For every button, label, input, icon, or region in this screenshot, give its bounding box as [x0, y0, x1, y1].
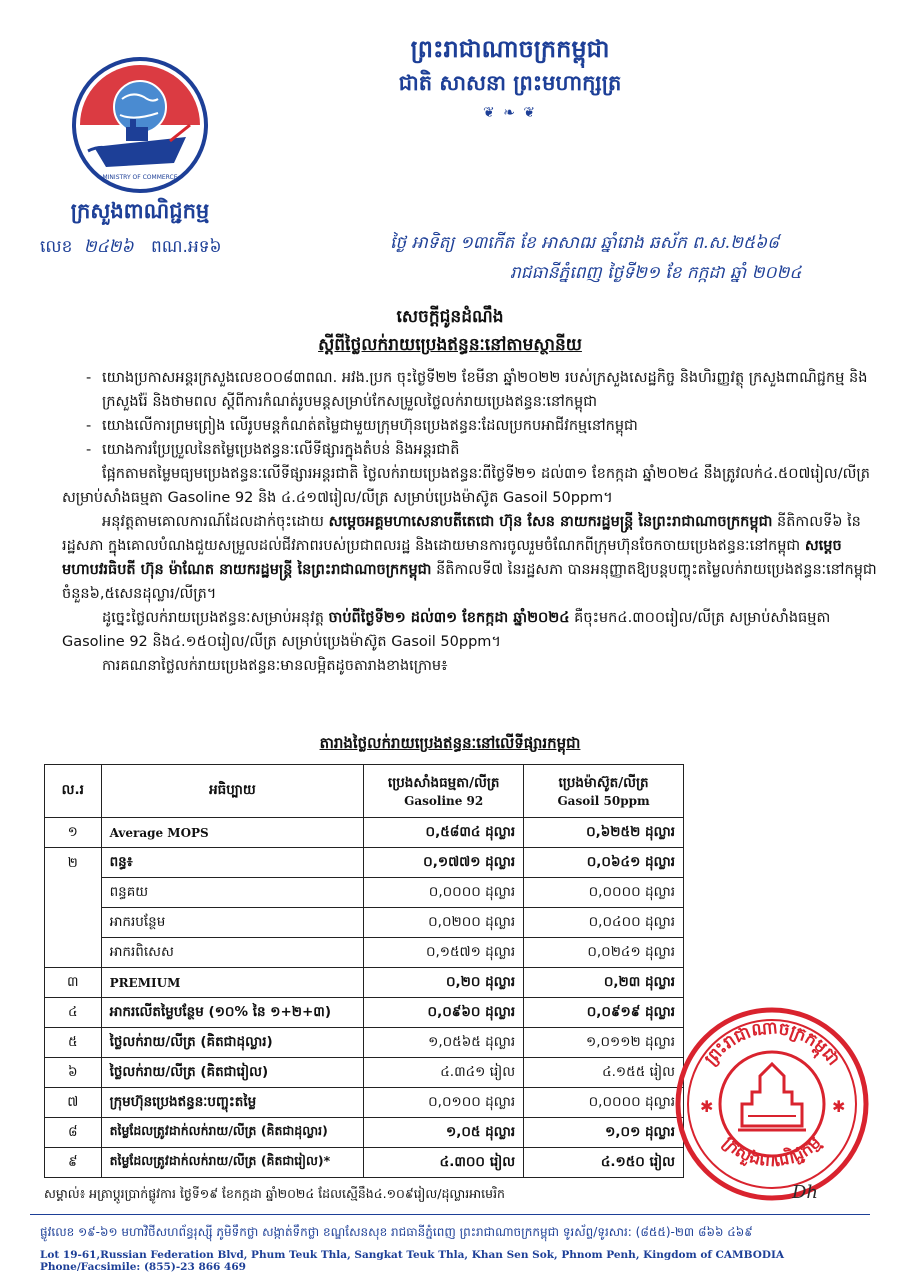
- row-gasoline: ០,០២០០ ដុល្លារ: [364, 908, 524, 938]
- row-diesel: ៤.១៥០ រៀល: [524, 1148, 684, 1178]
- row-desc: Average MOPS: [101, 818, 364, 848]
- header-no: ល.រ: [45, 765, 102, 818]
- document-title: សេចក្តីជូនដំណឹង: [396, 307, 504, 327]
- ref-label: លេខ: [40, 237, 73, 257]
- table-row: [45, 908, 684, 938]
- p2-text: អនុវត្តតាមគោលការណ៍ដែលដាក់ចុះដោយ: [102, 514, 324, 530]
- reference-number: [40, 236, 222, 261]
- p2-text: នីតិកាលទី៦ នៃរដ្ឋសភា ក្នុងគោលបំណងជួយសម្រួលដល់ជីវភាពរបស់ប្រជាពលរដ្ឋ និងដោយមានការចូលរួមចំណែកពីក្រុមហ៊ុនចែកចាយប្រេងឥន្ធនៈនៅកម្ពុជា: [62, 514, 861, 554]
- row-gasoline: ០,៥៨៣៤ ដុល្លារ: [364, 818, 524, 848]
- table-row: [45, 998, 684, 1028]
- reference-bullet: - យោងការប្រែប្រួលនៃតម្លៃប្រេងឥន្ធនៈលើទីផ្សារក្នុងតំបន់ និងអន្តរជាតិ: [86, 442, 460, 458]
- ornament-divider: ❦ ❧ ❦: [482, 105, 538, 121]
- header-gasoline: [364, 765, 524, 818]
- p2-text: នីតិកាលទី៧ នៃរដ្ឋសភា បានអនុញ្ញាតឱ្យបន្តបញ្ចុះតម្លៃលក់រាយប្រេងឥន្ធនៈនៅកម្ពុជាចំនួន៦,៥សេនដុល្លារ/លីត្រ។: [62, 562, 877, 602]
- p2-bold-name: សម្តេចមហាបវរធិបតី ហ៊ុន ម៉ាណែត នាយករដ្ឋមន្ត្រី នៃព្រះរាជាណាចក្រកម្ពុជា: [62, 538, 842, 578]
- header-diesel-kh: ប្រេងម៉ាស៊ូត/លីត្រ: [558, 775, 649, 791]
- row-gasoline: ០,០១០០ ដុល្លារ: [364, 1088, 524, 1118]
- row-gasoline: ១,០៥ ដុល្លារ: [364, 1118, 524, 1148]
- row-no: ៥: [45, 1028, 102, 1058]
- exchange-rate-note: សម្គាល់៖ អត្រាប្តូរប្រាក់ផ្លូវការ ថ្ងៃទី១៩ ខែកក្កដា ឆ្នាំ២០២៤ ដែលស្មើនឹង៤.១០៩រៀល/ដុល្លារអាមេរិក: [44, 1186, 505, 1201]
- ref-number: ២៤២៦: [83, 237, 134, 257]
- header-description: អធិប្បាយ: [101, 765, 364, 818]
- row-desc: តម្លៃដែលត្រូវដាក់លក់រាយ/លីត្រ (គិតជាដុល្លារ): [101, 1118, 364, 1148]
- paragraph-1: ផ្អែកតាមតម្លៃមធ្យមប្រេងឥន្ធនៈលើទីផ្សារអន្តរជាតិ ថ្លៃលក់រាយប្រេងឥន្ធនៈពីថ្ងៃទី២១ ដល់៣១ ខែកក្កដា ឆ្នាំ២០២៤ នឹងត្រូវលក់៤.៥០៧រៀល/លីត្រ សម្រាប់សាំងធម្មតា Gasoline 92 និង ៤.៤១៧រៀល/លីត្រ សម្រាប់ប្រេងម៉ាស៊ូត Gasoil 50ppm។: [62, 466, 870, 506]
- row-desc: អាករពិសេស: [101, 938, 364, 968]
- svg-text:✱: ✱: [700, 1097, 714, 1116]
- table-row: [45, 1118, 684, 1148]
- row-no: ៨: [45, 1118, 102, 1148]
- row-desc: ពន្ធគយ: [101, 878, 364, 908]
- row-desc: អាករលើតម្លៃបន្ថែម (១០% នៃ ១+២+៣): [101, 998, 364, 1028]
- row-diesel: ០,០៩១៩ ដុល្លារ: [524, 998, 684, 1028]
- row-diesel: ០,០២៤១ ដុល្លារ: [524, 938, 684, 968]
- footer-address-en: Lot 19-61,Russian Federation Blvd, Phum Teuk Thla, Sangkat Teuk Thla, Khan Sen Sok, Phnom Penh, Kingdom of CAMBODIA Phone/Facsimile: (855)-23 866 469: [40, 1249, 785, 1273]
- signature: Dh: [792, 1182, 819, 1203]
- footer-address-kh: ផ្លូវលេខ ១៩-៦១ មហាវិថីសហព័ន្ធរុស្ស៊ី ភូមិទឹកថ្លា សង្កាត់ទឹកថ្លា ខណ្ឌសែនសុខ រាជធានីភ្នំពេញ ព្រះរាជាណាចក្រកម្ពុជា ទូរស័ព្ទ/ទូរសារ: (៨៥៥)-២៣ ៨៦៦ ៤៦៩: [40, 1225, 753, 1239]
- table-title: តារាងថ្លៃលក់រាយប្រេងឥន្ធនៈនៅលើទីផ្សារកម្ពុជា: [319, 734, 581, 752]
- row-no: ៧: [45, 1088, 102, 1118]
- table-row: [45, 848, 684, 878]
- footer-divider: [30, 1214, 870, 1215]
- ministry-logo: [70, 55, 210, 195]
- row-diesel: ០,២៣ ដុល្លារ: [524, 968, 684, 998]
- row-gasoline: ០,១៥៧១ ដុល្លារ: [364, 938, 524, 968]
- row-desc: អាករបន្ថែម: [101, 908, 364, 938]
- p3-text: គឺចុះមក៤.៣០០រៀល/លីត្រ សម្រាប់សាំងធម្មតា Gasoline 92 និង៤.១៥០រៀល/លីត្រ សម្រាប់ប្រេងម៉ាស៊ូត Gasoil 50ppm។: [62, 610, 831, 650]
- bullet-text: យោងការប្រែប្រួលនៃតម្លៃប្រេងឥន្ធនៈលើទីផ្សារក្នុងតំបន់ និងអន្តរជាតិ: [102, 442, 460, 458]
- row-desc: PREMIUM: [101, 968, 364, 998]
- row-diesel: ៤.១៥៥ រៀល: [524, 1058, 684, 1088]
- svg-text:ក្រសួងពាណិជ្ជកម្ម: [719, 1133, 826, 1172]
- p3-text: ដូច្នេះថ្លៃលក់រាយប្រេងឥន្ធនៈសម្រាប់អនុវត្ត: [102, 610, 324, 626]
- row-diesel: ០,០៦៤១ ដុល្លារ: [524, 848, 684, 878]
- row-gasoline: ១,០៥៦៥ ដុល្លារ: [364, 1028, 524, 1058]
- row-desc: ថ្លៃលក់រាយ/លីត្រ (គិតជាដុល្លារ): [101, 1028, 364, 1058]
- table-row: [45, 1058, 684, 1088]
- row-gasoline: ០,២០ ដុល្លារ: [364, 968, 524, 998]
- table-row: [45, 1028, 684, 1058]
- table-row: [45, 968, 684, 998]
- ref-suffix: ពណ.អទ៦: [151, 237, 222, 257]
- row-no: ១: [45, 818, 102, 848]
- stamp-bottom-text: ក្រសួងពាណិជ្ជកម្ម: [718, 1132, 826, 1172]
- table-row: [45, 878, 684, 908]
- header-gasoline-kh: ប្រេងសាំងធម្មតា/លីត្រ: [387, 775, 500, 791]
- row-gasoline: ០,០០០០ ដុល្លារ: [364, 878, 524, 908]
- document-body: [62, 366, 882, 678]
- row-diesel: ១,០១១២ ដុល្លារ: [524, 1028, 684, 1058]
- kingdom-heading: ព្រះរាជាណាចក្រកម្ពុជា: [410, 34, 610, 63]
- row-diesel: ០,០៤០០ ដុល្លារ: [524, 908, 684, 938]
- svg-text:✱: ✱: [832, 1097, 846, 1116]
- row-no: ២: [45, 848, 102, 968]
- header-diesel-en: Gasoil 50ppm: [557, 794, 650, 808]
- official-stamp: [672, 1004, 872, 1204]
- bullet-text: យោងប្រកាសអន្តរក្រសួងលេខ០០៨៣ពណ. អវង.ប្រក ចុះថ្ងៃទី២២ ខែមីនា ឆ្នាំ២០២២ របស់ក្រសួងសេដ្ឋកិច្ច និងហិរញ្ញវត្ថុ ក្រសួងពាណិជ្ជកម្ម និងក្រសួងរ៉ែ និងថាមពល ស្តីពីការកំណត់រូបមន្តសម្រាប់កែសម្រួលថ្លៃលក់រាយប្រេងឥន្ធនៈនៅកម្ពុជា: [102, 370, 868, 410]
- row-gasoline: ៤.៣៤១ រៀល: [364, 1058, 524, 1088]
- price-table: [44, 764, 684, 1178]
- row-no: ៣: [45, 968, 102, 998]
- table-row: [45, 818, 684, 848]
- row-desc: ពន្ធ៖: [101, 848, 364, 878]
- row-no: ៤: [45, 998, 102, 1028]
- paragraph-3: [62, 606, 882, 654]
- row-gasoline: ៤.៣០០ រៀល: [364, 1148, 524, 1178]
- national-motto: ជាតិ សាសនា ព្រះមហាក្សត្រ: [398, 70, 622, 95]
- row-diesel: ០,០០០០ ដុល្លារ: [524, 1088, 684, 1118]
- paragraph-2: [62, 510, 882, 606]
- reference-bullet: - យោងលើការព្រមព្រៀង លើរូបមន្តកំណត់តម្លៃជាមួយក្រុមហ៊ុនប្រេងឥន្ធនៈដែលប្រកបអាជីវកម្មនៅកម្ពុជា: [86, 418, 638, 434]
- row-gasoline: ០,១៧៧១ ដុល្លារ: [364, 848, 524, 878]
- p3-bold-period: ចាប់ពីថ្ងៃទី២១ ដល់៣១ ខែកក្កដា ឆ្នាំ២០២៤: [328, 610, 570, 626]
- row-diesel: ០,៦២៥២ ដុល្លារ: [524, 818, 684, 848]
- document-subtitle: ស្តីពីថ្លៃលក់រាយប្រេងឥន្ធនៈនៅតាមស្ថានីយ: [318, 335, 582, 355]
- ministry-name: ក្រសួងពាណិជ្ជកម្ម: [70, 199, 210, 223]
- row-no: ៦: [45, 1058, 102, 1088]
- reference-bullet: - យោងប្រកាសអន្តរក្រសួងលេខ០០៨៣ពណ. អវង.ប្រក ចុះថ្ងៃទី២២ ខែមីនា ឆ្នាំ២០២២ របស់ក្រសួងសេដ្ឋកិច្ច និងហិរញ្ញវត្ថុ ក្រសួងពាណិជ្ជកម្ម និងក្រសួងរ៉ែ និងថាមពល ស្តីពីការកំណត់រូបមន្តសម្រាប់កែសម្រួលថ្លៃលក់រាយប្រេងឥន្ធនៈនៅកម្ពុជា: [86, 370, 868, 410]
- row-desc: ក្រុមហ៊ុនប្រេងឥន្ធនៈបញ្ចុះតម្លៃ: [101, 1088, 364, 1118]
- logo-text: MINISTRY OF COMMERCE: [102, 174, 178, 181]
- row-no: ៩: [45, 1148, 102, 1178]
- header-gasoline-en: Gasoline 92: [404, 794, 484, 808]
- header-diesel: [524, 765, 684, 818]
- table-header-row: [45, 765, 684, 818]
- table-row: [45, 1088, 684, 1118]
- row-diesel: ១,០១ ដុល្លារ: [524, 1118, 684, 1148]
- p2-bold-name: សម្តេចអគ្គមហាសេនាបតីតេជោ ហ៊ុន សែន នាយករដ្ឋមន្ត្រី នៃព្រះរាជាណាចក្រកម្ពុជា: [328, 514, 773, 530]
- table-row: [45, 1148, 684, 1178]
- row-diesel: ០,០០០០ ដុល្លារ: [524, 878, 684, 908]
- paragraph-4: ការគណនាថ្លៃលក់រាយប្រេងឥន្ធនៈមានលម្អិតដូចតារាងខាងក្រោម៖: [102, 658, 448, 674]
- stamp-top-text: ព្រះរាជាណាចក្រកម្ពុជា: [700, 1018, 844, 1070]
- lunar-date: ថ្ងៃ អាទិត្យ ១៣កើត ខែ អាសាឍ ឆ្នាំរោង ឆស័ក ព.ស.២៥៦៨: [390, 233, 780, 253]
- row-gasoline: ០,០៩៦០ ដុល្លារ: [364, 998, 524, 1028]
- row-desc: តម្លៃដែលត្រូវដាក់លក់រាយ/លីត្រ (គិតជារៀល)*: [101, 1148, 364, 1178]
- row-desc: ថ្លៃលក់រាយ/លីត្រ (គិតជារៀល): [101, 1058, 364, 1088]
- issue-date: រាជធានីភ្នំពេញ ថ្ងៃទី២១ ខែ កក្កដា ឆ្នាំ ២០២៤: [510, 263, 802, 283]
- bullet-text: យោងលើការព្រមព្រៀង លើរូបមន្តកំណត់តម្លៃជាមួយក្រុមហ៊ុនប្រេងឥន្ធនៈដែលប្រកបអាជីវកម្មនៅកម្ពុជា: [102, 418, 638, 434]
- table-row: [45, 938, 684, 968]
